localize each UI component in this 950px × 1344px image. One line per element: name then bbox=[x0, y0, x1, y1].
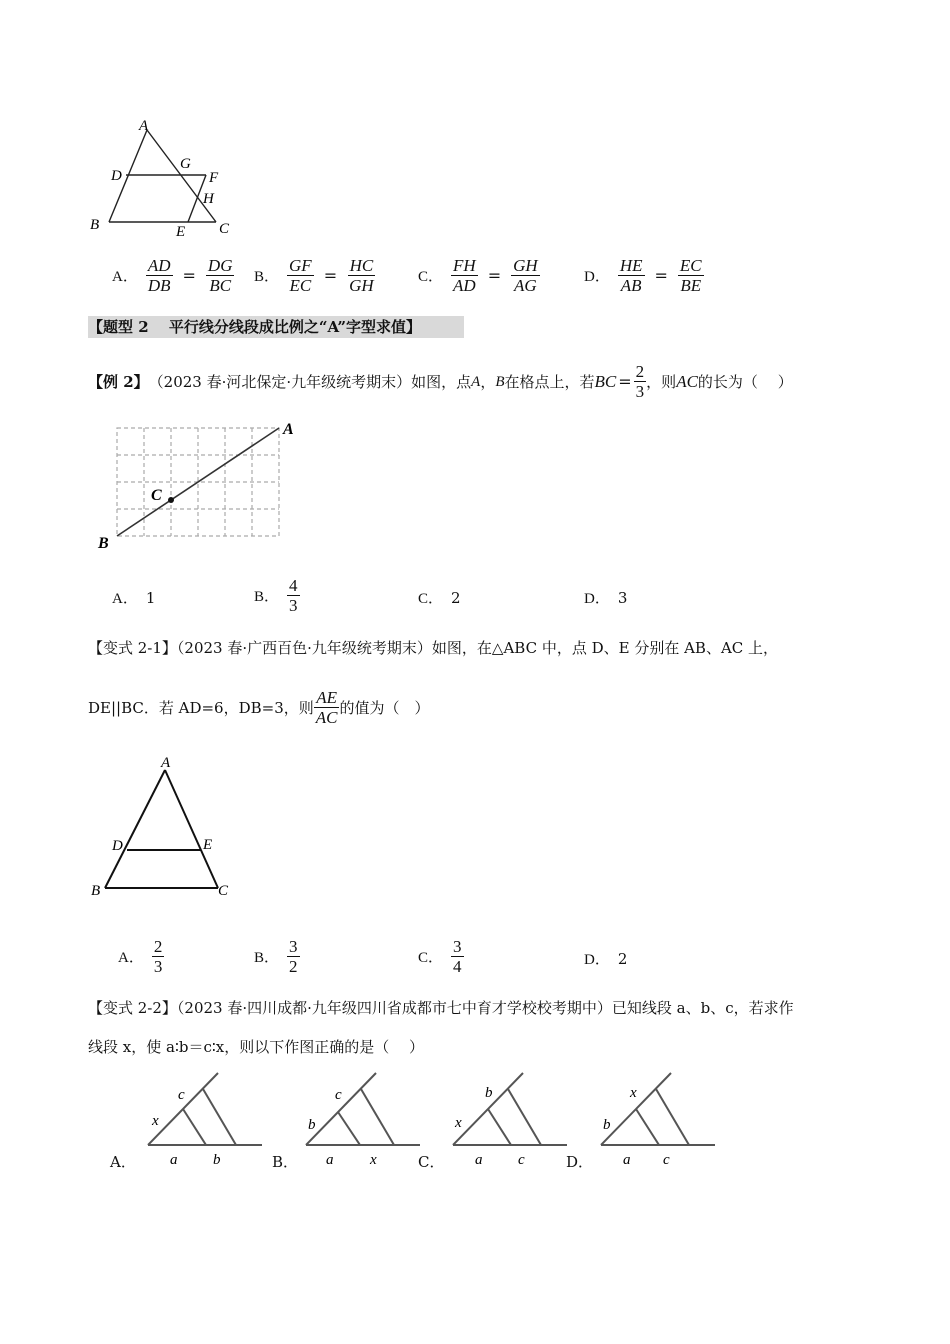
option-letter: B． bbox=[254, 589, 280, 605]
option-letter: C． bbox=[418, 950, 444, 966]
lower-label-1: a bbox=[623, 1152, 631, 1167]
option-value: 2 bbox=[617, 949, 628, 968]
equals-sign: = bbox=[654, 266, 668, 285]
numerator: EC bbox=[679, 256, 702, 275]
lower-label-1: a bbox=[170, 1152, 178, 1167]
ex2-option-b[interactable] bbox=[254, 576, 300, 615]
denominator: AC bbox=[315, 708, 338, 727]
label-D: D bbox=[112, 838, 123, 854]
variant-2-1-line1: 【变式 2-1】（2023 春·广西百色·九年级统考期末）如图，在△ABC 中，点 D、E 分别在 AB、AC 上， bbox=[88, 639, 779, 657]
fraction bbox=[206, 256, 235, 295]
numerator: FH bbox=[453, 256, 476, 275]
equals-sign: = bbox=[487, 266, 502, 285]
denominator: 3 bbox=[289, 596, 298, 615]
fraction bbox=[618, 256, 645, 295]
fraction bbox=[451, 256, 478, 295]
upper-label-2: b bbox=[485, 1085, 493, 1101]
option-letter: C． bbox=[418, 591, 444, 607]
numerator: GF bbox=[289, 256, 312, 275]
numerator: DG bbox=[207, 256, 233, 275]
example-prefix: 【例 2】 bbox=[88, 372, 149, 391]
variant-2-2-line1: 【变式 2-2】（2023 春·四川成都·九年级四川省成都市七中育才学校校考期中）已知线段 a、b、c，若求作 bbox=[88, 999, 794, 1017]
numerator: AD bbox=[147, 256, 171, 275]
numerator: 2 bbox=[153, 937, 163, 956]
denominator: AG bbox=[514, 276, 537, 295]
option-value: 3 bbox=[617, 588, 628, 607]
denominator: BC bbox=[209, 276, 232, 295]
example-source: （2023 春·河北保定·九年级统考期末）如图，点 bbox=[148, 372, 472, 391]
grid-label-B: B bbox=[98, 535, 109, 552]
v21-option-b[interactable] bbox=[254, 937, 300, 976]
option-letter: B． bbox=[254, 269, 280, 285]
q1-option-d[interactable] bbox=[584, 256, 704, 295]
label-E: E bbox=[203, 837, 213, 853]
option-letter: C． bbox=[418, 269, 444, 285]
text: 的值为（ ） bbox=[339, 698, 430, 717]
option-letter: B． bbox=[254, 950, 280, 966]
fraction bbox=[287, 576, 300, 615]
v22-option-b-letter[interactable]: B． bbox=[272, 1153, 299, 1171]
numerator: GH bbox=[513, 256, 538, 275]
option-letter: D． bbox=[584, 269, 610, 285]
denominator: BE bbox=[680, 276, 702, 295]
numerator: 3 bbox=[453, 937, 462, 956]
option-value: 2 bbox=[451, 588, 461, 607]
label-B: B bbox=[90, 217, 100, 233]
v22-option-a-letter[interactable]: A． bbox=[110, 1153, 136, 1171]
numerator: HC bbox=[349, 256, 374, 275]
lower-label-2: b bbox=[213, 1152, 221, 1167]
v22-option-b-figure[interactable] bbox=[298, 1067, 423, 1167]
v21-option-d[interactable] bbox=[584, 948, 627, 969]
upper-label-2: x bbox=[630, 1085, 637, 1101]
equals-sign: = bbox=[182, 266, 196, 285]
denominator: 4 bbox=[453, 957, 462, 976]
lower-label-1: a bbox=[326, 1152, 334, 1167]
q1-option-c[interactable] bbox=[418, 256, 540, 295]
text: DE||BC．若 AD=6，DB=3，则 bbox=[88, 698, 314, 717]
label-B: B bbox=[91, 883, 101, 899]
fraction bbox=[287, 937, 300, 976]
upper-label-1: x bbox=[152, 1113, 159, 1129]
text: 在格点上，若 bbox=[504, 372, 595, 391]
label-C: C bbox=[218, 883, 229, 899]
numerator: 4 bbox=[289, 576, 298, 595]
fraction bbox=[314, 688, 340, 727]
point-a: A bbox=[471, 373, 481, 390]
v22-option-d-figure[interactable] bbox=[593, 1067, 718, 1167]
denominator: 2 bbox=[289, 957, 298, 976]
lower-label-2: c bbox=[663, 1152, 670, 1167]
label-E: E bbox=[176, 224, 186, 240]
option-value: 1 bbox=[145, 588, 156, 607]
option-letter: D． bbox=[584, 591, 610, 607]
fraction bbox=[287, 256, 314, 295]
denominator: GH bbox=[349, 276, 374, 295]
option-letter: A． bbox=[112, 269, 138, 285]
fraction bbox=[347, 256, 376, 295]
denominator: AD bbox=[453, 276, 476, 295]
ex2-option-c[interactable] bbox=[418, 587, 461, 608]
numerator: 3 bbox=[289, 937, 298, 956]
v21-option-a[interactable] bbox=[118, 937, 164, 976]
upper-label-1: b bbox=[603, 1117, 611, 1133]
v22-option-c-figure[interactable] bbox=[445, 1067, 570, 1167]
variant-2-1-line2 bbox=[88, 688, 430, 727]
numerator: HE bbox=[619, 256, 643, 275]
fraction bbox=[146, 256, 173, 295]
ex2-option-a[interactable] bbox=[112, 587, 155, 608]
label-A: A bbox=[161, 755, 171, 771]
figure-1-triangle bbox=[85, 112, 245, 242]
upper-label-2: c bbox=[335, 1087, 342, 1103]
grid-label-C: C bbox=[151, 487, 162, 504]
text: ， bbox=[480, 372, 496, 391]
figure-2-triangle bbox=[88, 752, 238, 902]
equals-sign: = bbox=[323, 266, 338, 285]
option-letter: A． bbox=[118, 950, 144, 966]
denominator: 3 bbox=[635, 382, 645, 401]
v22-option-d-letter[interactable]: D． bbox=[566, 1153, 594, 1171]
section-header: 【题型 2 平行线分线段成比例之“A”字型求值】 bbox=[88, 318, 421, 336]
fraction bbox=[152, 937, 165, 976]
lower-label-2: x bbox=[370, 1152, 377, 1167]
text: 的长为（ ） bbox=[697, 372, 793, 391]
denominator: 3 bbox=[153, 957, 163, 976]
segment-ac: AC bbox=[676, 371, 698, 391]
denominator: AB bbox=[620, 276, 642, 295]
q1-option-b[interactable] bbox=[254, 256, 376, 295]
fraction bbox=[678, 256, 704, 295]
v21-option-c[interactable] bbox=[418, 937, 464, 976]
fraction bbox=[634, 362, 647, 401]
upper-label-1: b bbox=[308, 1117, 316, 1133]
label-A: A bbox=[139, 118, 149, 134]
segment-bc: BC bbox=[594, 371, 617, 391]
label-F: F bbox=[209, 170, 219, 186]
denominator: EC bbox=[289, 276, 312, 295]
v22-option-c-letter[interactable]: C． bbox=[418, 1153, 445, 1171]
label-H: H bbox=[203, 191, 214, 207]
text: ，则 bbox=[646, 372, 677, 391]
label-G: G bbox=[180, 156, 191, 172]
fraction bbox=[451, 937, 464, 976]
numerator: 2 bbox=[635, 362, 645, 381]
q1-option-a[interactable] bbox=[112, 256, 234, 295]
lower-label-1: a bbox=[475, 1152, 483, 1167]
point-c-dot bbox=[168, 497, 174, 503]
denominator: DB bbox=[147, 276, 171, 295]
example-2-question bbox=[88, 362, 793, 401]
label-D: D bbox=[111, 168, 122, 184]
ex2-option-d[interactable] bbox=[584, 587, 627, 608]
point-b: B bbox=[495, 373, 505, 390]
label-C: C bbox=[219, 221, 230, 237]
option-letter: D． bbox=[584, 952, 610, 968]
numerator: AE bbox=[316, 688, 338, 707]
fraction bbox=[511, 256, 540, 295]
grid-label-A: A bbox=[283, 421, 294, 438]
variant-2-2-line2: 线段 x，使 a∶b＝c∶x，则以下作图正确的是（ ） bbox=[88, 1038, 424, 1056]
grid-figure bbox=[95, 418, 310, 553]
equals-sign: = bbox=[618, 371, 632, 391]
option-letter: A． bbox=[112, 591, 138, 607]
lower-label-2: c bbox=[518, 1152, 525, 1167]
upper-label-2: c bbox=[178, 1087, 185, 1103]
v22-option-a-figure[interactable] bbox=[140, 1067, 265, 1167]
upper-label-1: x bbox=[455, 1115, 462, 1131]
